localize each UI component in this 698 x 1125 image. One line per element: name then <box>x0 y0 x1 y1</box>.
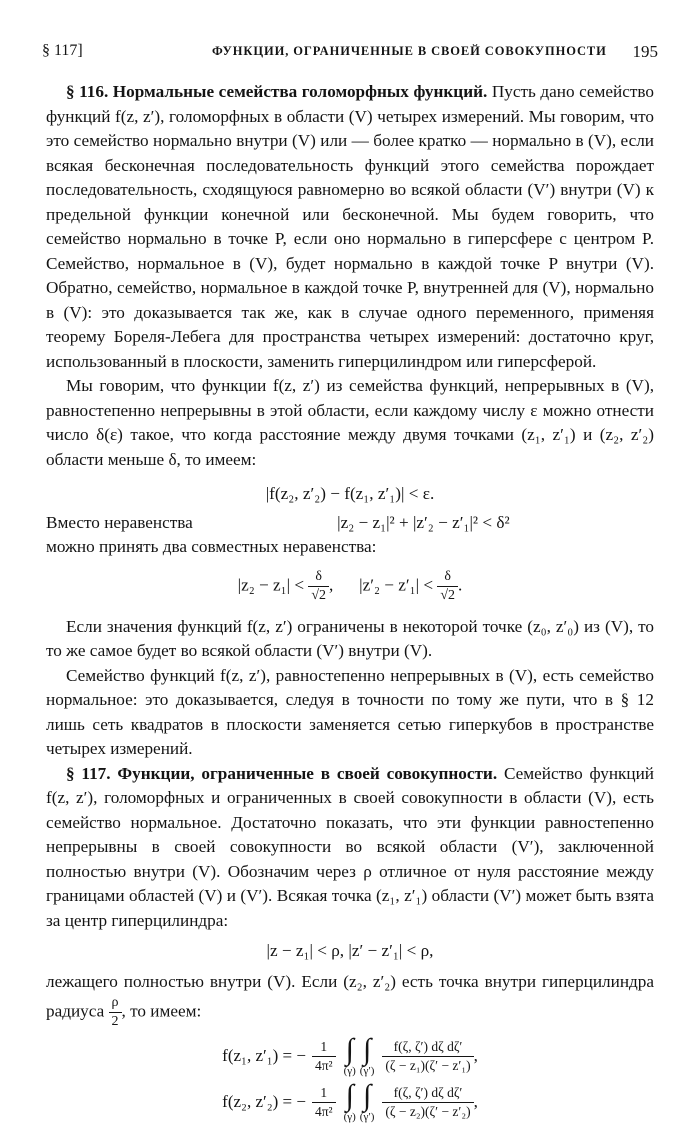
paragraph-text-end: , то имеем: <box>121 1001 202 1021</box>
integral-sign: ∫ (γ) <box>343 1079 356 1123</box>
integrand-fraction <box>382 1038 473 1075</box>
coef-numerator: 1 <box>312 1038 336 1057</box>
fraction-denominator: √2 <box>311 587 327 603</box>
inequality-a-lhs: |z₂ − z₁| < <box>237 574 305 594</box>
fraction-numerator: δ <box>308 568 329 587</box>
integral-sign: ∫ (γ′) <box>359 1033 375 1077</box>
paragraph-two-inequalities: можно принять два совместных неравенства: <box>46 537 377 556</box>
paragraph-text: лежащего полностью внутри (V). Если (z₂, z′₂) есть точка внутри гиперцилиндра радиуса <box>46 971 654 1021</box>
paragraph-s116-intro <box>46 80 654 374</box>
fraction-delta-sqrt2 <box>437 568 458 605</box>
paragraph-hypercylinder-radius <box>46 970 654 1032</box>
integral-coefficient <box>312 1084 336 1121</box>
integral-contour: (γ′) <box>359 1065 375 1077</box>
paragraph-s117-intro <box>46 762 654 934</box>
double-integral-sign <box>342 1035 377 1077</box>
fraction-rho-half <box>109 994 122 1031</box>
formula-row-delta <box>46 511 654 536</box>
integrand-numerator: f(ζ, ζ′) dζ dζ′ <box>382 1084 473 1103</box>
double-integral-sign <box>342 1081 377 1123</box>
fraction-delta-sqrt2 <box>308 568 329 605</box>
integral-contour: (γ′) <box>359 1111 375 1123</box>
page-body <box>46 80 654 1125</box>
formula-comma: , <box>473 1091 478 1111</box>
integral-contour: (γ) <box>343 1065 356 1077</box>
integral-sign: ∫ (γ) <box>343 1033 356 1077</box>
fraction-denominator: 2 <box>111 1014 119 1029</box>
paragraph-text: Семейство функций f(z, z′), голоморфных и ограниченных в своей совокупности в области (V), есть семейство нормальное. Достаточно показать, что эти функции равностепенно непрерывны в своей совокупности во всякой области (V′), заключенной полностью внутри (V). Обозначим через ρ отличное от нуля расстояние между границами областей (V) и (V′). Всякая точка (z₁, z′₁) области (V′) может быть взята за центр гиперцилиндра: <box>46 763 655 930</box>
integral-coefficient <box>312 1038 336 1075</box>
lead-text: Вместо неравенства <box>46 512 193 532</box>
running-header <box>42 40 658 66</box>
integrand-numerator: f(ζ, ζ′) dζ dζ′ <box>382 1038 473 1057</box>
formula-delta-squared: |z₂ − z₁|² + |z′₂ − z′₁|² < δ² <box>337 512 510 532</box>
paragraph-equicontinuity-def: Мы говорим, что функции f(z, z′) из семейства функций, непрерывных в (V), равностепенно непрерывны в этой области, если каждому числу ε можно отнести число δ(ε) такое, что когда расстояние между двумя точками (z₁, z′₁) и (z₂, z′₂) области меньше δ, то имеем: <box>46 376 654 469</box>
integrand-fraction <box>382 1084 473 1121</box>
fraction-numerator: δ <box>437 568 458 587</box>
formula-period: . <box>458 574 463 594</box>
fraction-numerator: ρ <box>109 994 122 1013</box>
paragraph-text: Пусть дано семейство функций f(z, z′), голоморфных в области (V) четырех измерений. Мы говорим, что это семейство нормально внутри (V) или — более кратко — нормально в (V), если всякая бесконечная последовательность функций этого семейства порождает последовательность, сходящуюся равномерно во всякой области (V′) внутри (V) к предельной функции конечной или бесконечной. Мы будем говорить, что семейство нормально в точке P, если оно нормально в гиперсфере с центром P. Семейство, нормальное в (V), будет нормально в каждой точке P внутри (V). Обратно, семейство, нормальное в каждой точке P, внутренней для (V), нормально в (V): это доказывается так же, как в случае одного переменного, применяя теорему Бореля-Лебега для пространства четырех измерений: достаточно круг, использованный в плоскости, заменить гиперцилиндром или гиперсферой. <box>46 82 654 371</box>
integral-lhs: f(z₁, z′₁) = − <box>222 1045 306 1065</box>
formula-cauchy-integral-2 <box>46 1081 654 1123</box>
integral-lhs: f(z₂, z′₂) = − <box>222 1091 306 1111</box>
formula-epsilon-inequality: |f(z₂, z′₂) − f(z₁, z′₁)| < ε. <box>265 484 435 503</box>
paragraph-bounded-values: Если значения функций f(z, z′) ограничены в некоторой точке (z₀, z′₀) из (V), то то же самое будет во всякой области (V′) внутри (V). <box>46 616 654 660</box>
header-title: ФУНКЦИИ, ОГРАНИЧЕННЫЕ В СВОЕЙ СОВОКУПНОСТИ <box>212 44 607 58</box>
formula-comma: , <box>473 1045 478 1065</box>
page-number: 195 <box>632 42 658 61</box>
integral-contour: (γ) <box>343 1111 356 1123</box>
header-section-ref: § 117] <box>42 42 83 59</box>
integrand-denominator: (ζ − z₁)(ζ′ − z′₁) <box>385 1057 471 1073</box>
formula-simultaneous-inequalities: |z₂ − z₁| < $\frac{\delta}{√2}$ , |z′₂ − z′₁| < $\frac{\delta}{√2}$ . <box>237 568 463 603</box>
fraction-denominator: √2 <box>440 587 456 603</box>
coef-denominator: 4π² <box>314 1057 333 1073</box>
section-117-heading: § 117. Функции, ограниченные в своей совокупности. <box>66 763 498 783</box>
formula-hypercylinder: |z − z₁| < ρ, |z′ − z′₁| < ρ, <box>266 941 434 960</box>
inequality-b-lhs: |z′₂ − z′₁| < <box>359 574 434 594</box>
paragraph-normal-family: Семейство функций f(z, z′), равностепенно непрерывных в (V), есть семейство нормальное: это доказывается, следуя в точности по тому же пути, что в § 12 лишь сеть квадратов в плоскости заменяется сетью гиперкубов в пространстве четырех измерений. <box>46 665 654 758</box>
coef-numerator: 1 <box>312 1084 336 1103</box>
formula-cauchy-integral-1 <box>46 1035 654 1077</box>
integral-sign: ∫ (γ′) <box>359 1079 375 1123</box>
section-116-heading: § 116. Нормальные семейства голоморфных функций. <box>66 82 488 101</box>
coef-denominator: 4π² <box>314 1103 333 1119</box>
integrand-denominator: (ζ − z₂)(ζ′ − z′₂) <box>385 1103 471 1119</box>
